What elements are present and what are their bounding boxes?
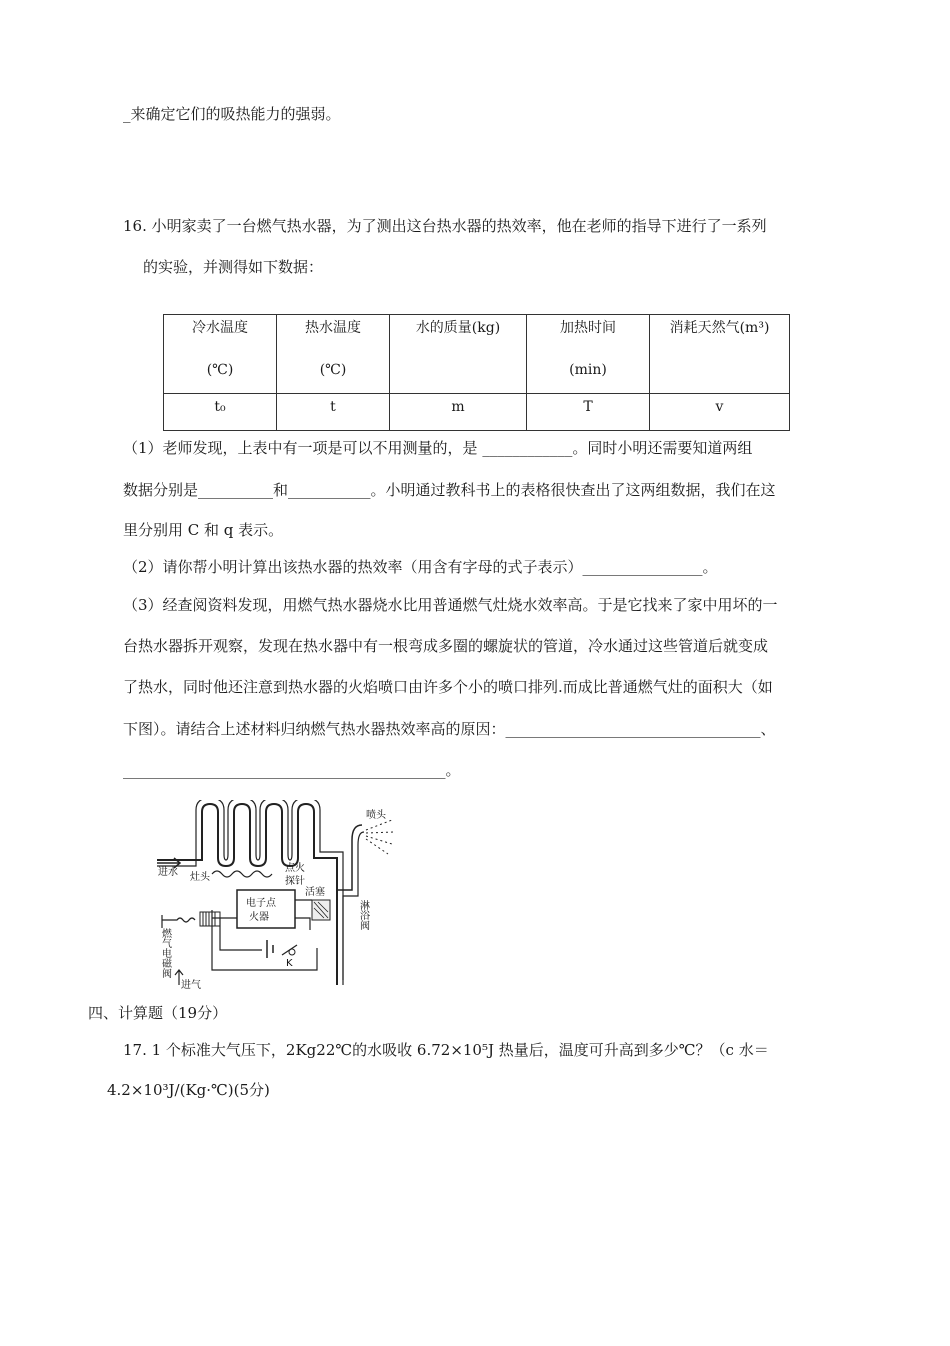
- table-header-cell: 热水温度 (℃): [277, 315, 390, 394]
- part-1-line: 里分别用 C 和 q 表示。: [123, 521, 284, 539]
- label-inlet: 进水: [158, 867, 178, 878]
- data-table: [163, 314, 790, 431]
- table-header-cell: 加热时间 (min): [527, 315, 650, 394]
- part-2-line: （2）请你帮小明计算出该热水器的热效率（用含有字母的式子表示）________________。: [123, 558, 718, 576]
- part-3-line: ___________________________________________。: [123, 761, 461, 779]
- section-4-heading: 四、计算题（19分）: [88, 1004, 228, 1022]
- table-header-cell: 冷水温度 (℃): [164, 315, 277, 394]
- table-cell: t₀: [164, 394, 277, 431]
- part-3-line: 下图）。请结合上述材料归纳燃气热水器热效率高的原因：__________________________________、: [123, 720, 776, 738]
- burner-flame: [212, 871, 272, 877]
- label-switch: K: [286, 958, 293, 969]
- label-igniter-2: 火器: [249, 912, 269, 923]
- table-cell: t: [277, 394, 390, 431]
- table-header-cell: 水的质量(kg): [390, 315, 527, 394]
- part-1-line: 数据分别是__________和___________。小明通过教科书上的表格很快查出了这两组数据，我们在这: [123, 481, 776, 499]
- water-heater-diagram: [152, 800, 412, 990]
- part-3-line: （3）经查阅资料发现，用燃气热水器烧水比用普通燃气灶烧水效率高。于是它找来了家中用坏的一: [123, 596, 778, 614]
- label-nozzle: 喷头: [366, 810, 386, 821]
- part-3-line: 了热水，同时他还注意到热水器的火焰喷口由许多个小的喷口排列.而成比普通燃气灶的面积大（如: [123, 678, 773, 696]
- text-line: _来确定它们的吸热能力的强弱。: [123, 105, 341, 123]
- label-gas-in: 进气: [181, 980, 201, 990]
- part-3-line: 台热水器拆开观察，发现在热水器中有一根弯成多圈的螺旋状的管道，冷水通过这些管道后就变成: [123, 637, 769, 655]
- table-header-cell: 消耗天然气(m³): [650, 315, 790, 394]
- table-cell: T: [527, 394, 650, 431]
- table-cell: v: [650, 394, 790, 431]
- label-igniter-1: 电子点: [246, 898, 276, 909]
- label-piston: 活塞: [305, 887, 325, 898]
- label-shower-valve: 淋浴阀: [357, 900, 369, 930]
- part-1-line: （1）老师发现，上表中有一项是可以不用测量的，是 ____________。同时小明还需要知道两组: [123, 439, 753, 457]
- label-gas-valve: 燃气电磁阀: [159, 928, 171, 978]
- question-17-stem-cont: 4.2×10³J/(Kg·℃)(5分): [107, 1081, 270, 1099]
- question-17-stem: 17. 1 个标准大气压下，2Kg22℃的水吸收 6.72×10⁵J 热量后，温度可升高到多少℃？（c 水＝: [123, 1041, 769, 1059]
- label-probe: 探针: [285, 876, 305, 887]
- table-cell: m: [390, 394, 527, 431]
- label-ignite: 点火: [285, 863, 305, 874]
- question-16-stem: 16. 小明家卖了一台燃气热水器，为了测出这台热水器的热效率，他在老师的指导下进行了一系列: [123, 217, 767, 235]
- question-16-stem-cont: 的实验，并测得如下数据：: [143, 258, 324, 276]
- shower-spray-icon: [366, 820, 394, 854]
- label-burner: 灶头: [190, 872, 210, 883]
